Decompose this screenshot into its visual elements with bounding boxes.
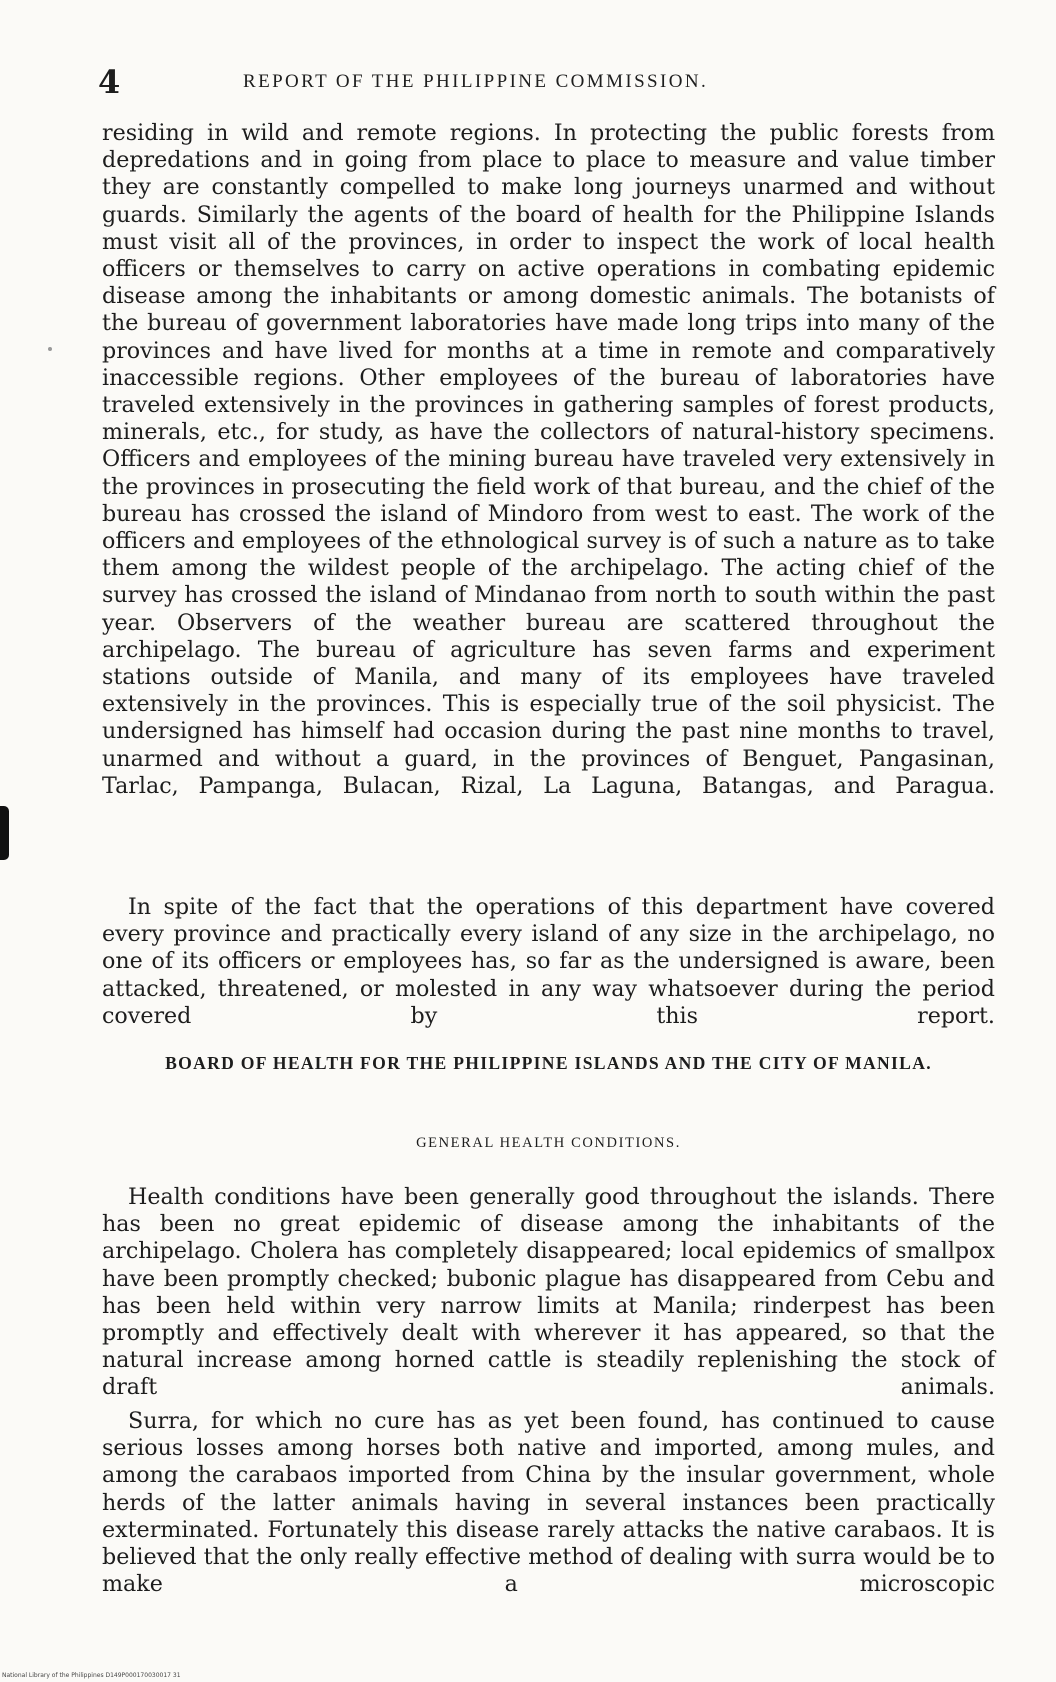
scan-edge-mark bbox=[0, 806, 9, 860]
body-paragraph-continued bbox=[102, 120, 995, 800]
scan-speck bbox=[48, 347, 52, 351]
body-paragraph bbox=[102, 894, 995, 1030]
paragraph-text: residing in wild and remote regions. In protecting the public forests from depredations and in going from place to place to measure and value timber they are constantly compelled to make long journeys unarmed and without guards. Similarly the agents of the board of health for the Philippine Islands must visit all of the provinces, in order to inspect the work of local health officers or themselves to carry on active operations in combating epidemic disease among the inhabitants or among domestic animals. The botanists of the bureau of government laboratories have made long trips into many of the provinces and have lived for months at a time in remote and comparatively inaccessible regions. Other employees of the bureau of laboratories have traveled extensively in the provinces in gathering samples of forest products, minerals, etc., for study, as have the collectors of natural-history specimens. Officers and employees of the mining bureau have traveled very extensively in the provinces in prosecuting the field work of that bureau, and the chief of the bureau has crossed the island of Mindoro from west to east. The work of the officers and employees of the ethnological survey is of such a nature as to take them among the wildest people of the archipelago. The acting chief of the survey has crossed the island of Mindanao from north to south within the past year. Observers of the weather bureau are scattered throughout the archipelago. The bureau of agriculture has seven farms and experiment stations outside of Manila, and many of its employees have traveled extensively in the provinces. This is especially true of the soil physicist. The undersigned has himself had occasion during the past nine months to travel, unarmed and without a guard, in the provinces of Benguet, Pangasinan, Tarlac, Pampanga, Bulacan, Rizal, La Laguna, Batangas, and Paragua. bbox=[102, 120, 995, 799]
paragraph-text: Surra, for which no cure has as yet been found, has continued to cause serious losses among horses both native and imported, among mules, and among the carabaos imported from China by the insular government, whole herds of the latter animals having in several instances been practically exterminated. Fortunately this disease rarely attacks the native carabaos. It is believed that the only really effective method of dealing with surra would be to make a microscopic bbox=[102, 1408, 995, 1598]
section-subheading: GENERAL HEALTH CONDITIONS. bbox=[416, 1135, 681, 1151]
body-paragraph bbox=[102, 1408, 995, 1598]
running-title: REPORT OF THE PHILIPPINE COMMISSION. bbox=[243, 71, 709, 92]
running-head bbox=[98, 62, 998, 102]
paragraph-text: In spite of the fact that the operations of this department have covered every province and practically every island of any size in the archipelago, no one of its officers or employees has, so far as the undersigned is aware, been attacked, threatened, or molested in any way whatsoever during the period covered by this report. bbox=[102, 894, 995, 1029]
page-number: 4 bbox=[98, 63, 121, 101]
section-heading: BOARD OF HEALTH FOR THE PHILIPPINE ISLANDS AND THE CITY OF MANILA. bbox=[165, 1053, 932, 1073]
body-paragraph bbox=[102, 1184, 995, 1402]
scan-credit: National Library of the Philippines D149P000170030017 31 bbox=[2, 1672, 181, 1679]
paragraph-text: Health conditions have been generally good throughout the islands. There has been no great epidemic of disease among the inhabitants of the archipelago. Cholera has completely disappeared; local epidemics of smallpox have been promptly checked; bubonic plague has disappeared from Cebu and has been held within very narrow limits at Manila; rinderpest has been promptly and effectively dealt with wherever it has appeared, so that the natural increase among horned cattle is steadily replenishing the stock of draft animals. bbox=[102, 1184, 995, 1401]
